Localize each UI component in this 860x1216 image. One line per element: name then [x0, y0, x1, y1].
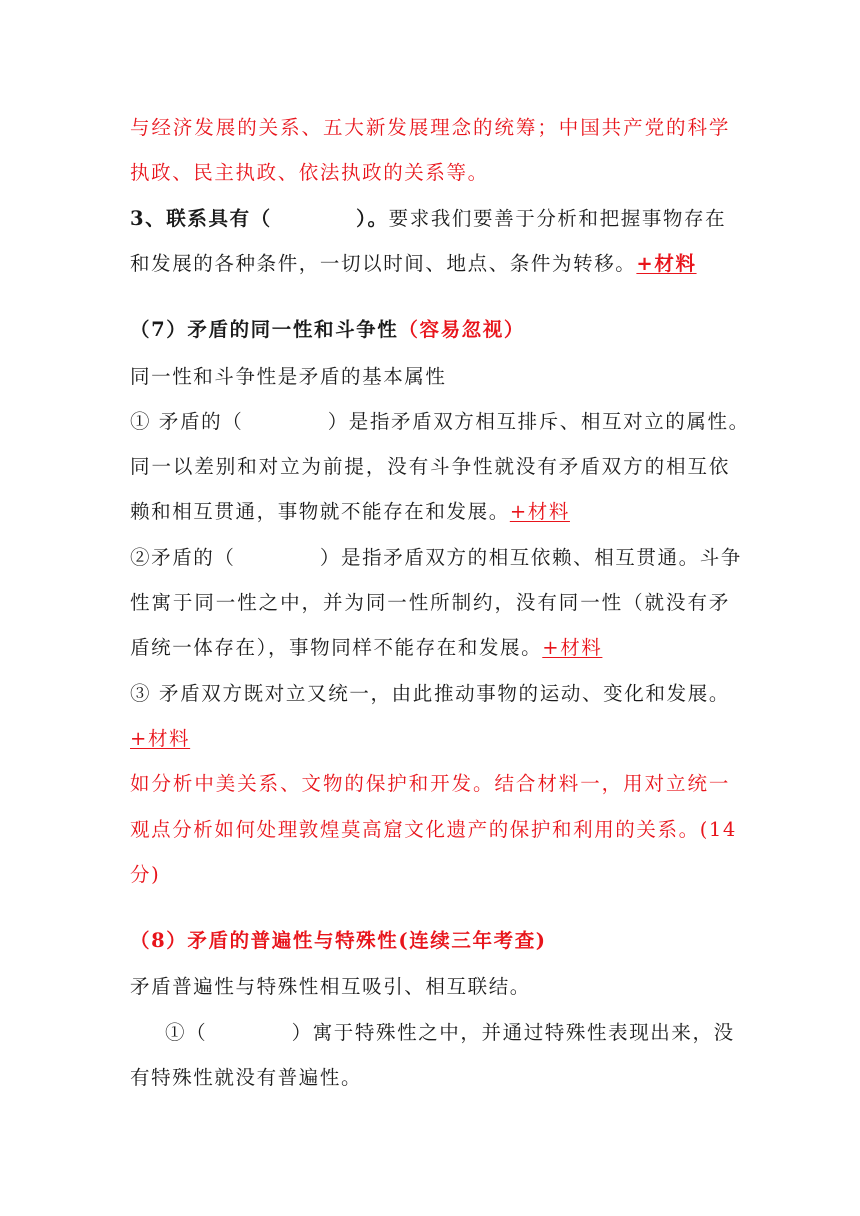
section-heading-7	[130, 316, 730, 344]
text-line: 观点分析如何处理敦煌莫高窟文化遗产的保护和利用的关系。(14	[130, 818, 737, 841]
material-link[interactable]: +材料	[636, 252, 697, 275]
material-link[interactable]: +材料	[130, 727, 191, 750]
material-link[interactable]: +材料	[542, 636, 603, 659]
text-line: 矛盾普遍性与特殊性相互吸引、相互联结。	[130, 975, 531, 998]
text-line: 与经济发展的关系、五大新发展理念的统筹；中国共产党的科学	[130, 116, 730, 139]
text-line	[130, 250, 730, 278]
text-line: 性寓于同一性之中，并为同一性所制约，没有同一性（就没有矛	[130, 591, 730, 614]
text-line	[130, 498, 730, 526]
text-line: 同一性和斗争性是矛盾的基本属性	[130, 365, 447, 388]
text-line: ①（ ）寓于特殊性之中，并通过特殊性表现出来，没	[165, 1021, 735, 1044]
section-heading-8: （8）矛盾的普遍性与特殊性(连续三年考查)	[130, 929, 547, 952]
text-line	[130, 634, 730, 662]
material-link[interactable]: +材料	[509, 500, 570, 523]
text-line	[130, 205, 730, 233]
text-line: ②矛盾的（ ）是指矛盾双方的相互依赖、相互贯通。斗争	[130, 546, 742, 569]
text-line: 如分析中美关系、文物的保护和开发。结合材料一，用对立统一	[130, 772, 730, 795]
text-span: 要求我们要善于分析和把握事物存在	[388, 207, 727, 230]
text-span: 和发展的各种条件，一切以时间、地点、条件为转移。	[130, 252, 637, 275]
text-line: 执政、民主执政、依法执政的关系等。	[130, 161, 489, 184]
text-line: ① 矛盾的（ ）是指矛盾双方相互排斥、相互对立的属性。	[130, 410, 750, 433]
heading-text: （7）矛盾的同一性和斗争性	[130, 318, 399, 341]
text-line: 同一以差别和对立为前提，没有斗争性就没有矛盾双方的相互依	[130, 455, 730, 478]
text-line	[130, 725, 730, 753]
text-span: 赖和相互贯通，事物就不能存在和发展。	[130, 500, 510, 523]
text-line: ③ 矛盾双方既对立又统一，由此推动事物的运动、变化和发展。	[130, 682, 730, 705]
text-span: 盾统一体存在），事物同样不能存在和发展。	[130, 636, 543, 659]
text-line: 有特殊性就没有普遍性。	[130, 1066, 363, 1089]
heading-note: （容易忽视）	[398, 318, 525, 341]
text-line: 分)	[130, 863, 161, 886]
point-title: 3、联系具有（ ）。	[130, 207, 389, 230]
